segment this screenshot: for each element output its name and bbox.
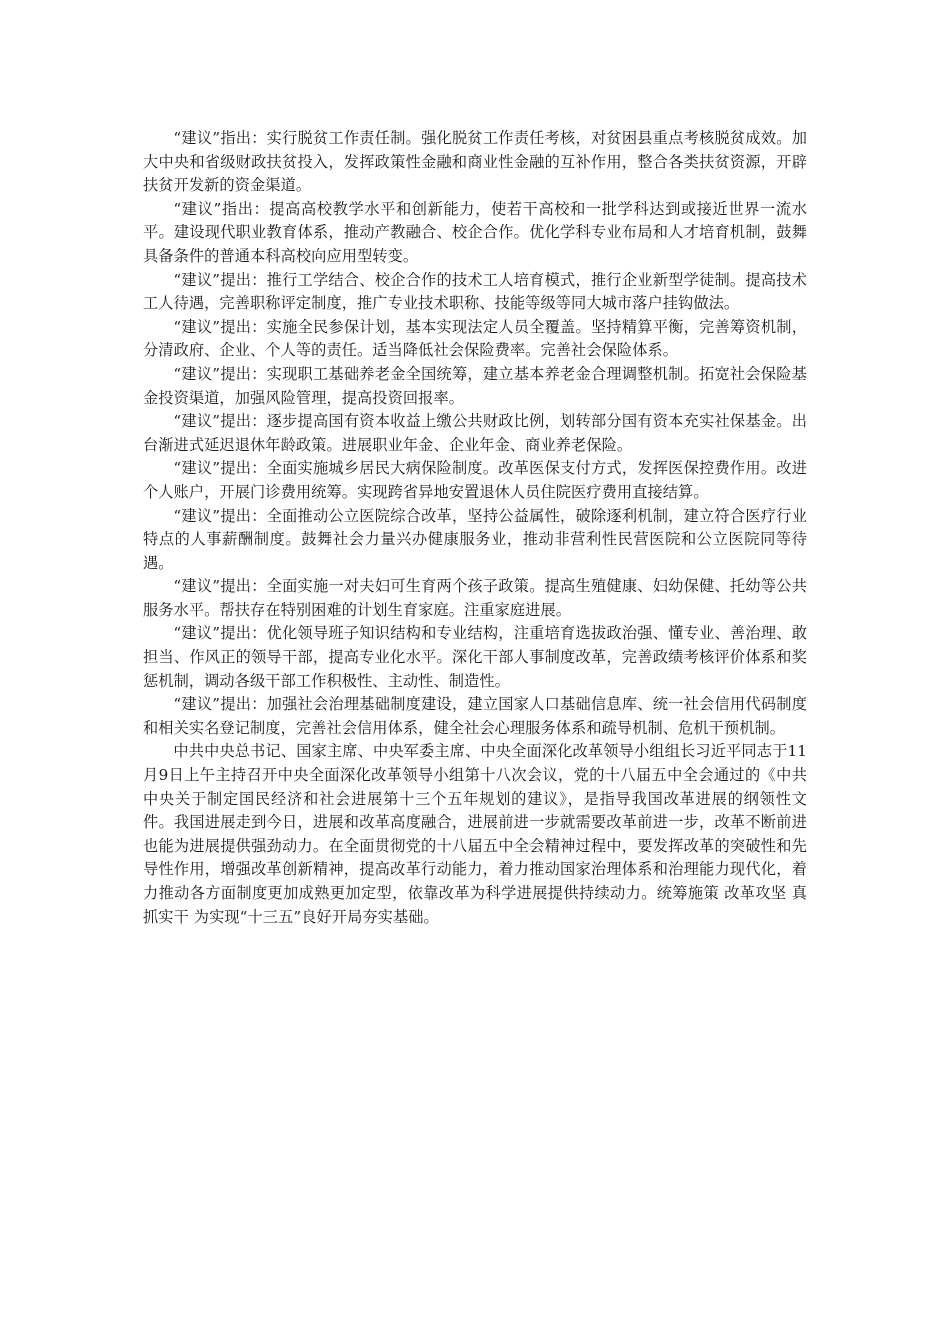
- paragraph-universal-insurance: “建议”提出：实施全民参保计划，基本实现法定人员全覆盖。坚持精算平衡，完善筹资机制，分清政府、企业、个人等的责任。适当降低社会保险费率。完善社会保险体系。: [143, 317, 807, 360]
- paragraph-two-child-policy: “建议”提出：全面实施一对夫妇可生育两个孩子政策。提高生殖健康、妇幼保健、托幼等公共服务水平。帮扶存在特别困难的计划生育家庭。注重家庭进展。: [143, 577, 807, 619]
- paragraph-state-capital: “建议”提出：逐步提高国有资本收益上缴公共财政比例，划转部分国有资本充实社保基金。出台渐进式延迟退休年龄政策。进展职业年金、企业年金、商业养老保险。: [143, 412, 807, 454]
- paragraph-leadership-cadres: “建议”提出：优化领导班子知识结构和专业结构，注重培育选拔政治强、懂专业、善治理、敢担当、作风正的领导干部，提高专业化水平。深化干部人事制度改革，完善政绩考核评价体系和奖惩机制，调动各级干部工作积极性、主动性、制造性。: [143, 624, 807, 690]
- paragraph-poverty-alleviation: “建议”指出：实行脱贫工作责任制。强化脱贫工作责任考核，对贫困县重点考核脱贫成效。加大中央和省级财政扶贫投入，发挥政策性金融和商业性金融的互补作用，整合各类扶贫资源，开辟扶贫开发新的资金渠道。: [143, 129, 807, 195]
- paragraph-pension-coordination: “建议”提出：实现职工基础养老金全国统筹，建立基本养老金合理调整机制。拓宽社会保险基金投资渠道，加强风险管理，提高投资回报率。: [143, 364, 807, 407]
- paragraph-higher-education: “建议”指出：提高高校教学水平和创新能力，使若干高校和一批学科达到或接近世界一流水平。建设现代职业教育体系，推动产教融合、校企合作。优化学科专业布局和人才培育机制，鼓舞具备条件的普通本科高校向应用型转变。: [143, 199, 807, 265]
- paragraph-public-hospitals: “建议”提出：全面推动公立医院综合改革，坚持公益属性，破除逐利机制，建立符合医疗行业特点的人事薪酬制度。鼓舞社会力量兴办健康服务业，推动非营利性民营医院和公立医院同等待遇。: [143, 506, 807, 572]
- paragraph-reform-meeting: 中共中央总书记、国家主席、中央军委主席、中央全面深化改革领导小组组长习近平同志于11月9日上午主持召开中央全面深化改革领导小组第十八次会议，党的十八届五中全会通过的《中共中央关于制定国民经济和社会进展第十三个五年规划的建议》，是指导我国改革进展的纲领性文件。我国进展走到今日，进展和改革高度融合，进展前进一步就需要改革前进一步，改革不断前进也能为进展提供强劲动力。在全面贯彻党的十八届五中全会精神过程中，要发挥改革的突破性和先导性作用，增强改革创新精神，提高改革行动能力，着力推动国家治理体系和治理能力现代化，着力推动各方面制度更加成熟更加定型，依靠改革为科学进展提供持续动力。统筹施策 改革攻坚 真抓实干 为实现“十三五”良好开局夯实基础。: [143, 742, 807, 926]
- paragraph-medical-insurance: “建议”提出：全面实施城乡居民大病保险制度。改革医保支付方式，发挥医保控费作用。改进个人账户，开展门诊费用统筹。实现跨省异地安置退休人员住院医疗费用直接结算。: [143, 459, 807, 501]
- paragraph-technical-workers: “建议”提出：推行工学结合、校企合作的技术工人培育模式，推行企业新型学徒制。提高技术工人待遇，完善职称评定制度，推广专业技术职称、技能等级等同大城市落户挂钩做法。: [143, 270, 807, 313]
- paragraph-social-governance: “建议”提出：加强社会治理基础制度建设，建立国家人口基础信息库、统一社会信用代码制度和相关实名登记制度，完善社会信用体系，健全社会心理服务体系和疏导机制、危机干预机制。: [143, 695, 807, 737]
- document-page: [143, 127, 807, 929]
